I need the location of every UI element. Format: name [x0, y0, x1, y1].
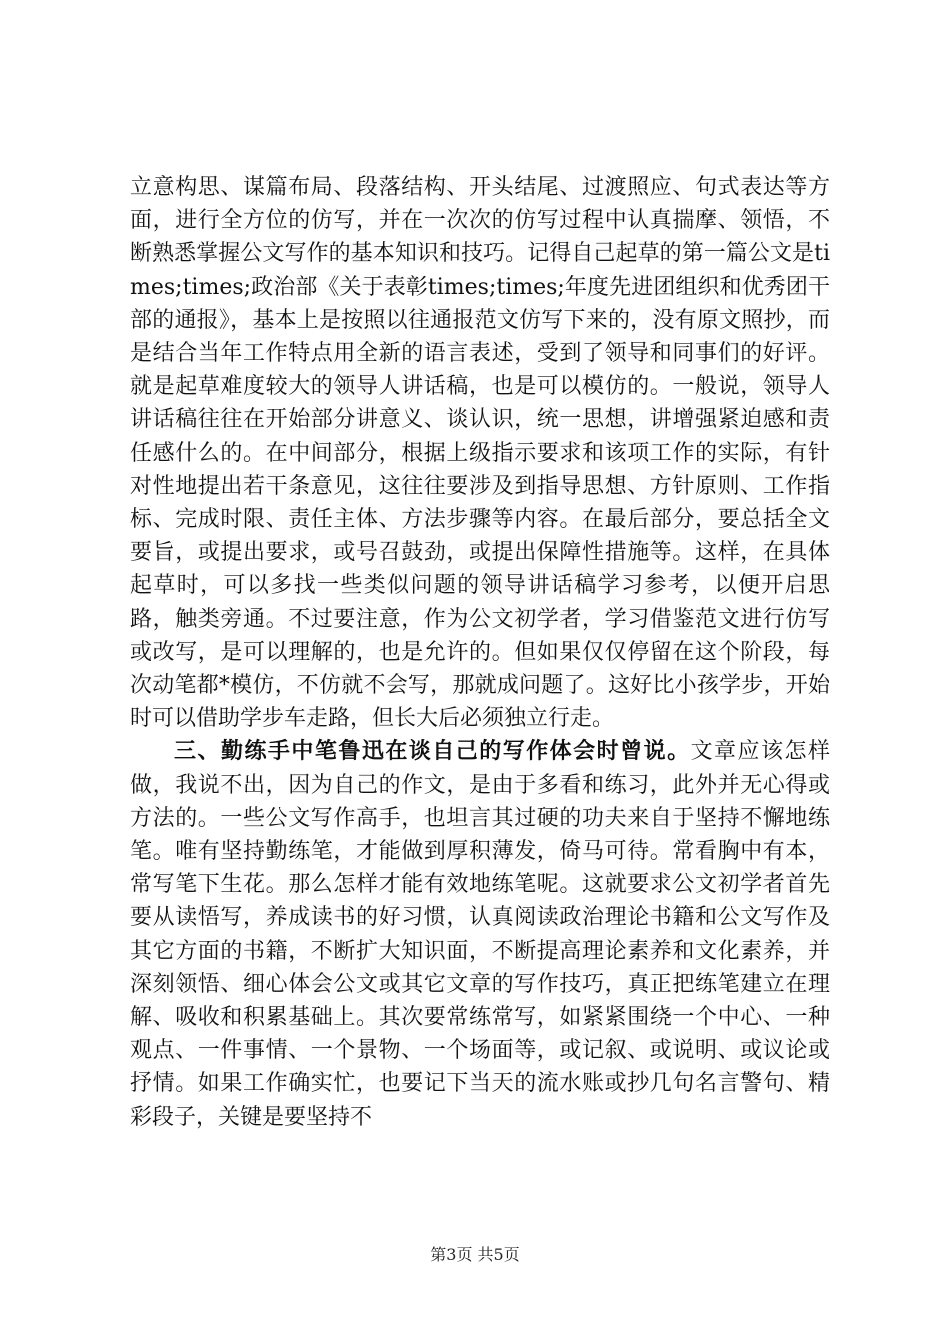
page-indicator: 第3页 共5页 [430, 1245, 520, 1264]
body-paragraph: 立意构思、谋篇布局、段落结构、开头结尾、过渡照应、句式表达等方面，进行全方位的仿写，并在一次次的仿写过程中认真揣摩、领悟，不断熟悉掌握公文写作的基本知识和技巧。记得自己起草的第一篇公文是times;times;政治部《关于表彰times;times;年度先进团组织和优秀团干部的通报》，基本上是按照以往通报范文仿写下来的，没有原文照抄，而是结合当年工作特点用全新的语言表述，受到了领导和同事们的好评。就是起草难度较大的领导人讲话稿，也是可以模仿的。一般说，领导人讲话稿往往在开始部分讲意义、谈认识，统一思想，讲增强紧迫感和责任感什么的。在中间部分，根据上级指示要求和该项工作的实际，有针对性地提出若干条意见，这往往要涉及到指导思想、方针原则、工作指标、完成时限、责任主体、方法步骤等内容。在最后部分，要总括全文要旨，或提出要求，或号召鼓劲，或提出保障性措施等。这样，在具体起草时，可以多找一些类似问题的领导讲话稿学习参考，以便开启思路，触类旁通。不过要注意，作为公文初学者，学习借鉴范文进行仿写或改写，是可以理解的，也是允许的。但如果仅仅停留在这个阶段，每次动笔都*模仿，不仿就不会写，那就成问题了。这好比小孩学步，开始时可以借助学步车走路，但长大后必须独立行走。 [130, 175, 830, 732]
section-heading: 三、勤练手中笔鲁迅在谈自己的写作体会时曾说。 [174, 738, 691, 765]
section-body-text: 文章应该怎样做，我说不出，因为自己的作文，是由于多看和练习，此外并无心得或方法的。一些公文写作高手，也坦言其过硬的功夫来自于坚持不懈地练笔。唯有坚持勤练笔，才能做到厚积薄发，倚马可待。常看胸中有本，常写笔下生花。那么怎样才能有效地练笔呢。这就要求公文初学者首先要从读悟写，养成读书的好习惯，认真阅读政治理论书籍和公文写作及其它方面的书籍，不断扩大知识面，不断提高理论素养和文化素养，并深刻领悟、细心体会公文或其它文章的写作技巧，真正把练笔建立在理解、吸收和积累基础上。其次要常练常写，如紧紧围绕一个中心、一种观点、一件事情、一个景物、一个场面等，或记叙、或说明、或议论或抒情。如果工作确实忙，也要记下当天的流水账或抄几句名言警句、精彩段子，关键是要坚持不 [130, 739, 830, 1130]
document-body [130, 171, 830, 1134]
page-footer [0, 1245, 950, 1265]
section-paragraph [130, 735, 830, 1133]
